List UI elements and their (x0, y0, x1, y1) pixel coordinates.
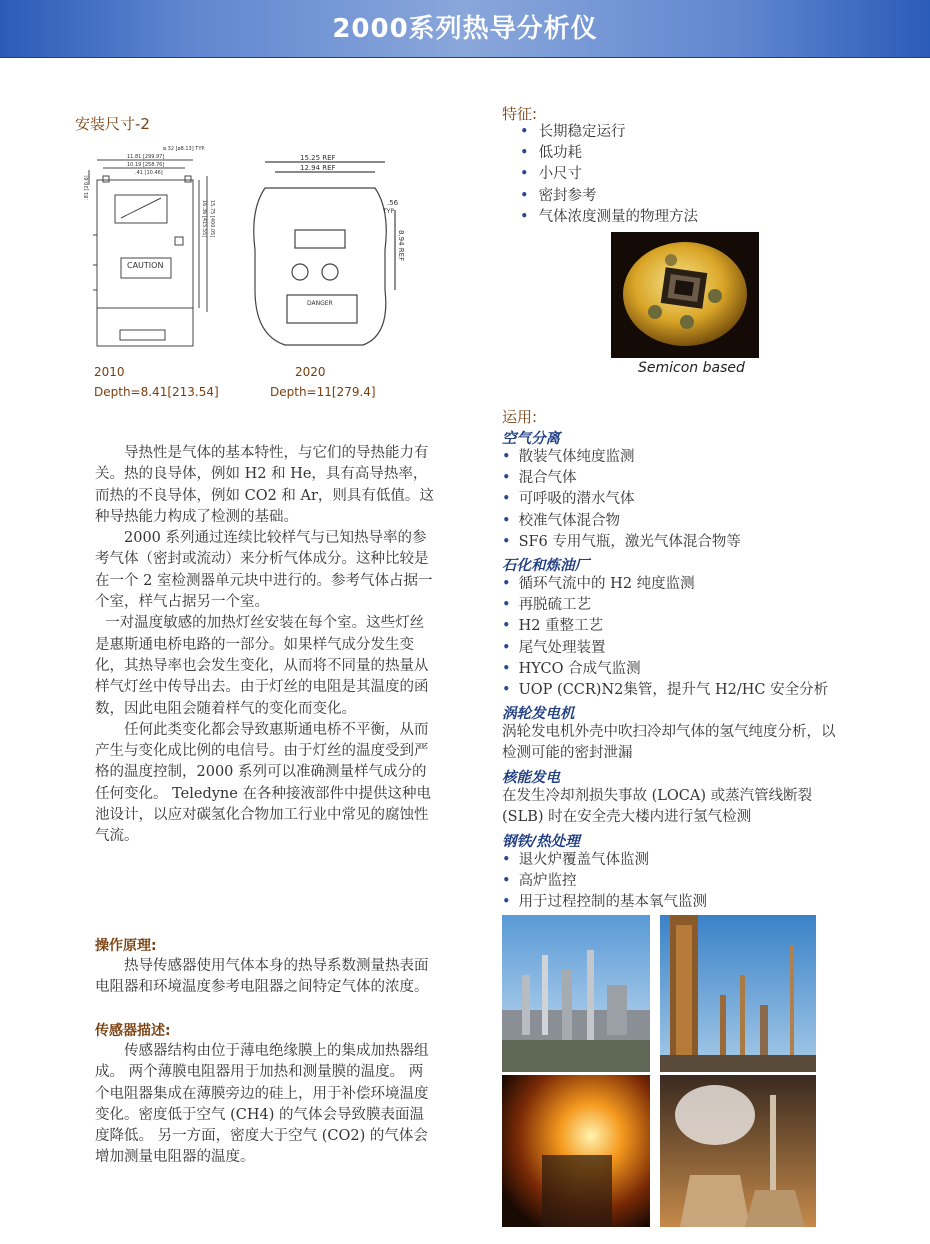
app-nuclear-title: 核能发电 (502, 770, 560, 786)
dim-12-94: 12.94 REF (300, 164, 336, 172)
feature-item: • 气体浓度测量的物理方法 (520, 207, 698, 228)
turbo-text: 涡轮发电机外壳中吹扫冷却气体的氢气纯度分析，以检测可能的密封泄漏 (502, 724, 836, 762)
photo-steel-sparks (502, 1075, 650, 1227)
intro-paragraph: 2000 系列通过连续比较样气与已知热导率的参考气体（密封或流动）来分析气体成分。这种比较是在一个 2 室检测器单元块中进行的。参考气体占据一个室，样气占据另一个室。 (95, 530, 433, 611)
applications-title: 运用: (502, 408, 538, 426)
sensor-text: 传感器结构由位于薄电绝缘膜上的集成加热器组成。 两个薄膜电阻器用于加热和测量膜的温度。 两个电阻器集成在薄膜旁边的硅上，用于补偿环境温度变化。密度低于空气 (CH4) 的气体会导致膜表面温度降低。 另一方面，密度大于空气 (CO2) 的气体会增加测量电阻器的温度。 (95, 1043, 429, 1166)
app-item: • 散装气体纯度监测 (502, 447, 741, 468)
dim-11-81: 11.81 [299.97] (127, 154, 165, 160)
app-item: • 校准气体混合物 (502, 511, 741, 532)
principle-text: 热导传感器使用气体本身的热导系数测量热表面电阻器和环境温度参考电阻器之间特定气体的浓度。 (95, 958, 429, 996)
dim-15-25: 15.25 REF (300, 154, 336, 162)
sensor-chip-image (611, 232, 759, 358)
features-title: 特征: (502, 105, 538, 123)
sensor-title: 传感器描述: (95, 1023, 171, 1039)
intro-paragraph: 一对温度敏感的加热灯丝安装在每个室。这些灯丝是惠斯通电桥电路的一部分。如果样气成分发生变化，其热导率也会发生变化，从而将不同量的热量从样气灯丝中传导出去。由于灯丝的电阻是其温度的函数，因此电阻会随着样气的变化而变化。 (95, 615, 429, 717)
photo-refinery-1 (502, 915, 650, 1072)
sensor-text-block (95, 1041, 435, 1169)
app-item: • 再脱硫工艺 (502, 595, 828, 616)
dim-0-56: .56 (387, 199, 399, 207)
model-2020: 2020 (295, 365, 326, 379)
intro-paragraph: 任何此类变化都会导致惠斯通电桥不平衡，从而产生与变化成比例的电信号。由于灯丝的温度受到严格的温度控制，2000 系列可以准确测量样气成分的任何变化。 Teledyne 在各种接液部件中提供这种电池设计，以应对碳氢化合物加工行业中常见的腐蚀性气流。 (95, 721, 431, 845)
app-item: • HYCO 合成气监测 (502, 659, 828, 680)
air-separation-list (502, 447, 741, 553)
principle-text-block (95, 956, 435, 999)
nuclear-text-block (502, 786, 842, 829)
model-2010: 2010 (94, 365, 125, 379)
feature-item: • 密封参考 (520, 186, 698, 207)
install-title: 安装尺寸-2 (75, 115, 150, 133)
feature-item: • 小尺寸 (520, 164, 698, 185)
turbo-text-block (502, 722, 842, 765)
depth-2020: Depth=11[279.4] (270, 385, 376, 399)
app-item: • UOP (CCR)N2集管，提升气 H2/HC 安全分析 (502, 680, 828, 701)
nuclear-text: 在发生冷却剂损失事故 (LOCA) 或蒸汽管线断裂 (SLB) 时在安全壳大楼内进行氢气检测 (502, 788, 813, 826)
dim-typ: TYP (383, 208, 394, 215)
app-item: • H2 重整工艺 (502, 616, 828, 637)
app-turbo-title: 涡轮发电机 (502, 706, 575, 722)
feature-item: • 长期稳定运行 (520, 122, 698, 143)
dim-10-19: 10.19 [258.76] (127, 162, 165, 168)
dim-15-75: 15.75 [400.05] (209, 200, 215, 238)
app-item: • 可呼吸的潜水气体 (502, 489, 741, 510)
danger-label: DANGER (307, 300, 333, 307)
dim-16-36: 16.36 [415.55] (201, 200, 207, 238)
app-item: • 混合气体 (502, 468, 741, 489)
dim-hole: ø.32 [ø8.13] TYP. (163, 146, 206, 152)
page-title: 2000系列热导分析仪 (332, 14, 598, 44)
app-air-separation-title: 空气分离 (502, 431, 560, 447)
features-list (520, 122, 698, 228)
app-item: • 循环气流中的 H2 纯度监测 (502, 574, 828, 595)
app-item: • 高炉监控 (502, 871, 707, 892)
dim-0-41: .41 [10.46] (135, 170, 163, 176)
dim-8-94: 8.94 REF (397, 230, 405, 262)
app-petrochem-title: 石化和炼油厂 (502, 558, 589, 574)
steel-list (502, 850, 707, 914)
intro-text (95, 443, 435, 848)
app-item: • 用于过程控制的基本氧气监测 (502, 892, 707, 913)
depth-2010: Depth=8.41[213.54] (94, 385, 219, 399)
sensor-image-caption: Semicon based (638, 360, 745, 376)
principle-title: 操作原理: (95, 938, 157, 954)
photo-refinery-2 (660, 915, 816, 1072)
drawing-2010 (85, 140, 215, 360)
photo-power-plant (660, 1075, 816, 1227)
app-item: • 尾气处理装置 (502, 638, 828, 659)
intro-paragraph: 导热性是气体的基本特性，与它们的导热能力有关。热的良导体，例如 H2 和 He，具有高导热率，而热的不良导体，例如 CO2 和 Ar，则具有低值。这种导热能力构成了检测的基础。 (95, 445, 434, 525)
drawing-2020 (245, 150, 405, 355)
app-steel-title: 钢铁/热处理 (502, 834, 580, 850)
petrochem-list (502, 574, 828, 701)
sensor-photo (611, 232, 759, 358)
page-header (0, 0, 930, 58)
feature-item: • 低功耗 (520, 143, 698, 164)
app-item: • 退火炉覆盖气体监测 (502, 850, 707, 871)
dim-0-81: .81 [20.6] (84, 175, 90, 200)
caution-label: CAUTION (127, 261, 164, 270)
app-item: • SF6 专用气瓶，激光气体混合物等 (502, 532, 741, 553)
